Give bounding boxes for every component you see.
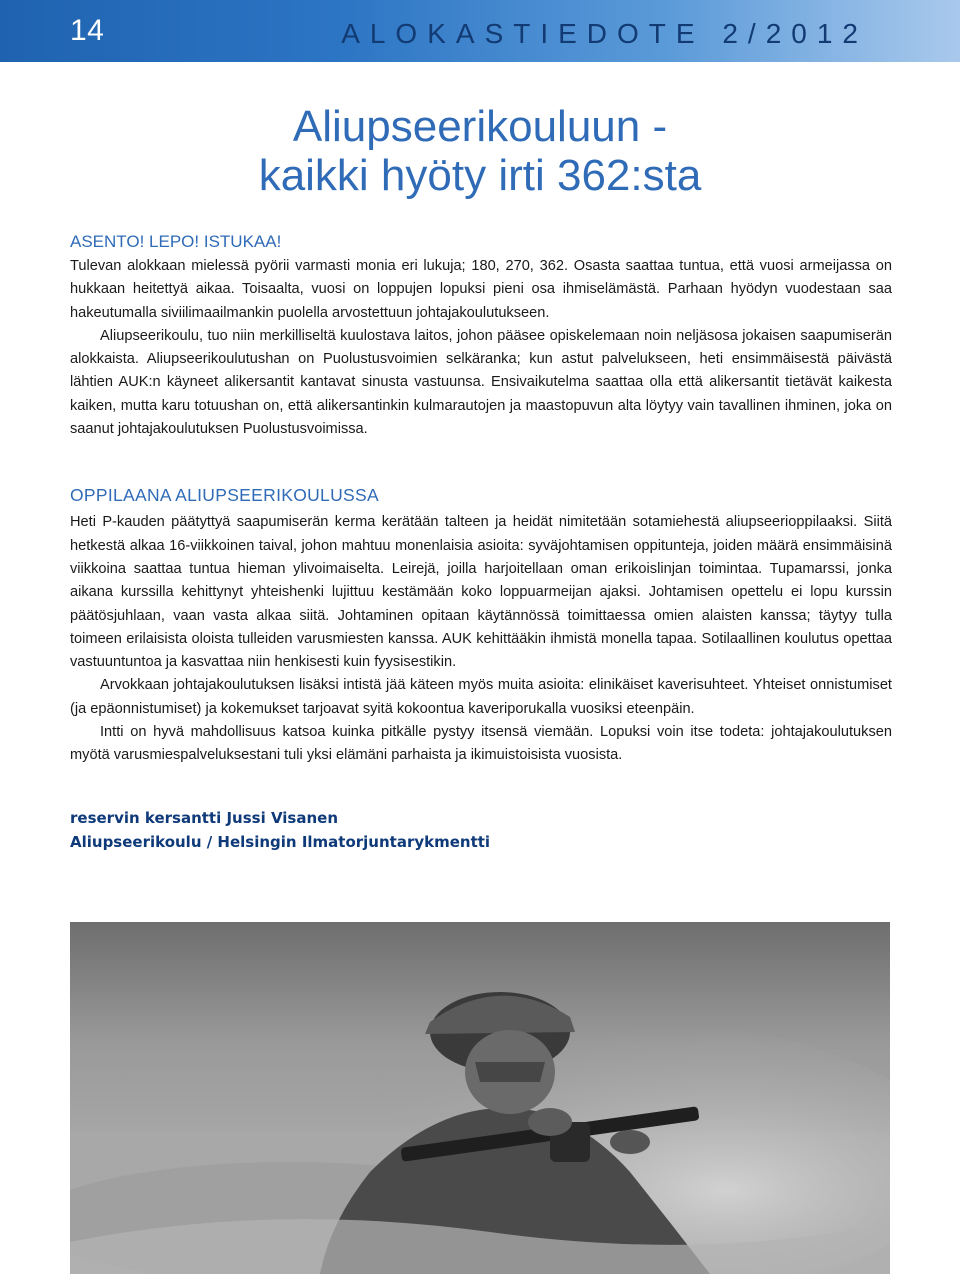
body-paragraph-1: Heti P-kauden päätyttyä saapumiserän kerma kerätään talteen ja heidät nimitetään sotamiehestä aliupseerioppilaaksi. Siitä hetkestä alkaa 16-viikkoinen taival, johon mahtuu monenlaisia asioita: syväjohtamisen oppitunteja, joiden määrä ensimmäisinä viikkoina saattaa tuntua hieman ylivoimaiselta. Leirejä, joilla harjoitellaan oman erikoislinjan toimintaa. Tupamarssi, jonka aikana kurssilla kehittynyt yhteishenki lujittuu kestämään koko loppuarmeijan ajaksi. Johtamisen opettelu ei lopu kurssin päätösjuhlaan, vaan vasta alkaa siitä. Johtaminen opitaan käytännössä toimittaessa omien alaisten kanssa; täytyy tulla toimeen erilaisista oloista tulleiden varusmiesten kanssa. AUK kehittääkin ihmistä monella tapaa. Sotilaallinen koulutus opettaa vastuuntuntoa ja kasvattaa niin henkisesti kuin fyysisestikin. [70,514,892,671]
body-paragraph-2: Arvokkaan johtajakoulutuksen lisäksi intistä jää käteen myös muita asioita: elinikäiset kaverisuhteet. Yhteiset onnistumiset (ja epäonnistumiset) ja kokemukset tarjoavat syitä kokoontua kaveriporukalla vuosiksi eteenpäin. [70,677,892,717]
body-paragraph-3: Intti on hyvä mahdollisuus katsoa kuinka pitkälle pystyy itsensä viemään. Lopuksi voin itse todeta: johtajakoulutuksen myötä varusmiespalveluksestani tuli yksi elämäni parhaista ja ikimuistoisista vuosista. [70,724,892,764]
author-name: reservin kersantti Jussi Visanen [70,808,339,827]
publication-title: ALOKASTIEDOTE 2/2012 [341,18,868,49]
section-heading: OPPILAANA ALIUPSEERIKOULUSSA [70,485,379,506]
page-header-band [0,0,960,62]
page-number: 14 [70,14,105,47]
article-kicker: ASENTO! LEPO! ISTUKAA! [70,232,282,251]
article-title-line-1: Aliupseerikouluun - [292,102,668,151]
soldier-photo-illustration [70,922,890,1274]
author-byline [70,806,892,854]
intro-paragraph-2: Aliupseerikoulu, tuo niin merkilliseltä kuulostava laitos, johon pääsee opiskelemaan noin neljäsosa jokaisen saapumiserän alokkaista. Aliupseerikoulutushan on Puolustusvoimien selkäranka; kun astut palvelukseen, heti ensimmäisestä päivästä lähtien AUK:n käyneet alikersantit kantavat sinusta vastuunsa. Ensivaikutelma saattaa olla että alikersantit tietävät kaikesta kaiken, mutta karu totuushan on, että alikersantinkin kulmarautojen ja maastopuvun alta löytyy vain tavallinen ihminen, joka on saanut johtajakoulutuksen Puolustusvoimissa. [70,327,892,438]
article-title-line-2: kaikki hyöty irti 362:sta [258,151,702,200]
author-unit: Aliupseerikoulu / Helsingin Ilmatorjuntarykmentti [70,832,491,851]
intro-paragraph-1: Tulevan alokkaan mielessä pyörii varmasti monia eri lukuja; 180, 270, 362. Osasta saattaa tuntua, että vuosi armeijassa on hukkaan heitettyä aikaa. Toisaalta, vuosi on loppujen lopuksi pieni osa ihmiselämästä. Parhaan hyödyn vuodestaan saa hakeutumalla siviilimaailmankin puolella arvostettuun johtajakoulutukseen. [70,258,892,321]
article-body [70,230,892,854]
soldier-photo [70,922,890,1274]
